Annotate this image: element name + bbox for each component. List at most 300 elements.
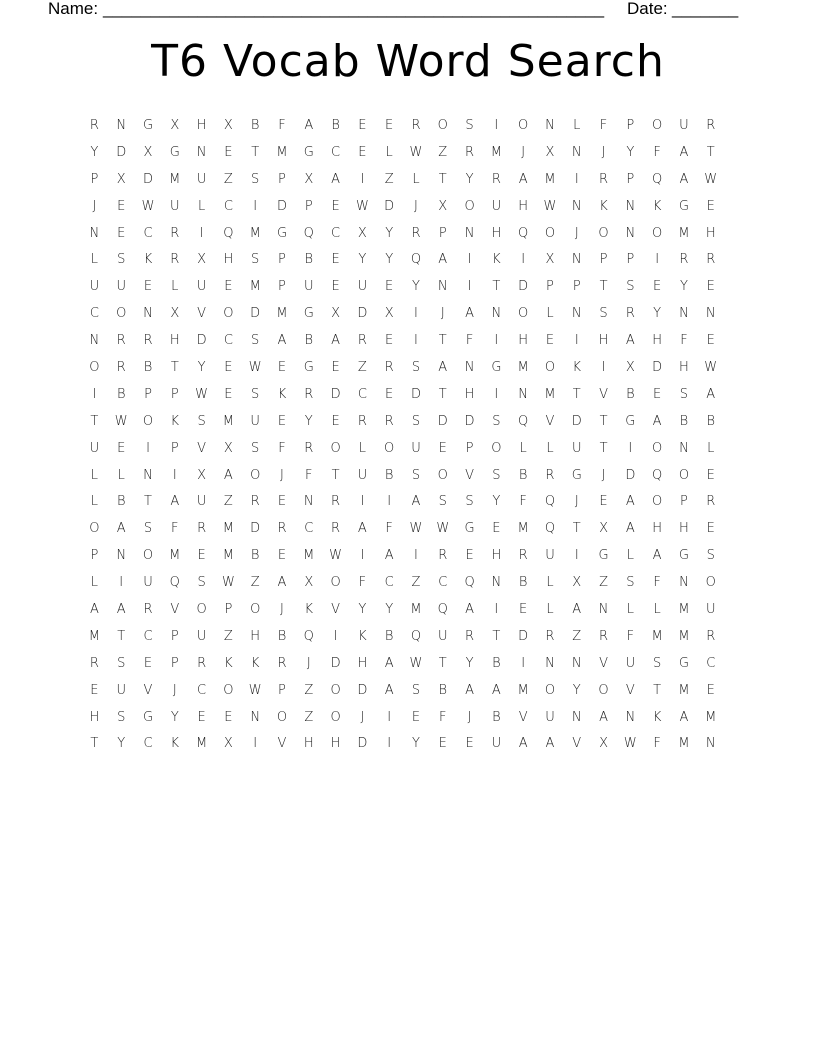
grid-letter: U xyxy=(705,601,716,617)
grid-letter: R xyxy=(599,628,609,644)
grid-letter: O xyxy=(330,575,341,591)
grid-letter: D xyxy=(142,171,153,187)
grid-letter: N xyxy=(545,117,555,133)
grid-letter: F xyxy=(358,575,367,591)
grid-letter: I xyxy=(414,306,418,322)
grid-letter: A xyxy=(384,655,394,671)
grid-letter: K xyxy=(599,198,608,214)
grid-letter: J xyxy=(306,655,311,671)
grid-letter: Q xyxy=(410,252,422,268)
grid-letter: R xyxy=(170,225,180,241)
grid-letter: C xyxy=(143,225,153,241)
grid-letter: R xyxy=(384,359,394,375)
grid-letter: Y xyxy=(170,709,179,725)
grid-letter: E xyxy=(385,386,394,402)
grid-letter: X xyxy=(357,225,367,241)
grid-letter: A xyxy=(384,548,394,564)
grid-letter: T xyxy=(438,333,447,349)
grid-letter: Y xyxy=(197,359,206,375)
grid-letter: P xyxy=(278,279,286,295)
grid-letter: P xyxy=(680,494,688,510)
grid-letter: R xyxy=(625,306,635,322)
grid-letter: W xyxy=(195,386,209,402)
grid-letter: A xyxy=(277,575,287,591)
grid-letter: N xyxy=(196,144,207,160)
grid-letter: D xyxy=(357,682,368,698)
grid-letter: R xyxy=(143,333,153,349)
grid-letter: Y xyxy=(358,601,367,617)
grid-letter: L xyxy=(573,117,581,133)
grid-letter: F xyxy=(626,628,635,644)
grid-letter: H xyxy=(491,548,502,564)
grid-letter: E xyxy=(653,386,662,402)
grid-letter: E xyxy=(331,279,340,295)
grid-letter: I xyxy=(333,628,338,644)
grid-letter: F xyxy=(171,521,179,537)
grid-letter: U xyxy=(357,467,368,483)
grid-letter: X xyxy=(304,575,314,591)
grid-letter: M xyxy=(222,548,234,564)
grid-letter: A xyxy=(572,601,582,617)
grid-letter: M xyxy=(678,601,690,617)
grid-letter: O xyxy=(250,601,261,617)
grid-letter: D xyxy=(357,736,368,752)
grid-letter: H xyxy=(464,386,475,402)
grid-letter: B xyxy=(492,655,501,671)
grid-letter: V xyxy=(599,655,608,671)
grid-letter: I xyxy=(655,252,660,268)
grid-letter: U xyxy=(196,494,207,510)
grid-letter: A xyxy=(304,117,314,133)
grid-letter: H xyxy=(491,225,502,241)
grid-letter: A xyxy=(545,736,555,752)
grid-letter: Y xyxy=(304,413,313,429)
grid-letter: B xyxy=(384,467,394,483)
grid-letter: P xyxy=(599,252,608,268)
grid-letter: N xyxy=(89,225,100,241)
name-label: Name: xyxy=(48,0,99,18)
grid-letter: A xyxy=(652,413,662,429)
grid-letter: B xyxy=(143,359,153,375)
grid-letter: M xyxy=(678,225,690,241)
grid-letter: F xyxy=(519,494,527,510)
grid-letter: R xyxy=(304,386,314,402)
grid-letter: U xyxy=(170,198,180,214)
grid-letter: E xyxy=(331,198,340,214)
grid-letter: R xyxy=(116,359,126,375)
word-search-grid xyxy=(81,112,724,757)
grid-letter: O xyxy=(223,306,234,322)
grid-letter: N xyxy=(464,359,475,375)
grid-letter: N xyxy=(571,709,582,725)
grid-letter: G xyxy=(142,117,154,133)
grid-letter: K xyxy=(304,601,314,617)
grid-letter: N xyxy=(571,655,582,671)
grid-letter: I xyxy=(467,252,472,268)
grid-letter: R xyxy=(706,494,716,510)
grid-letter: E xyxy=(599,494,608,510)
grid-letter: A xyxy=(223,467,233,483)
grid-letter: C xyxy=(223,333,233,349)
grid-letter: L xyxy=(626,601,634,617)
grid-letter: E xyxy=(117,225,126,241)
grid-letter: S xyxy=(197,413,206,429)
grid-letter: T xyxy=(438,386,447,402)
grid-letter: L xyxy=(197,198,206,214)
grid-letter: R xyxy=(599,171,609,187)
grid-letter: P xyxy=(170,655,179,671)
grid-letter: A xyxy=(89,601,99,617)
grid-letter: M xyxy=(169,171,181,187)
grid-letter: O xyxy=(330,682,341,698)
grid-letter: R xyxy=(357,413,367,429)
grid-letter: A xyxy=(465,682,474,698)
grid-letter: S xyxy=(251,171,260,187)
grid-letter: V xyxy=(197,440,207,456)
grid-letter: L xyxy=(546,306,554,322)
grid-letter: Y xyxy=(492,494,501,510)
grid-letter: L xyxy=(171,279,179,295)
grid-letter: E xyxy=(492,521,501,537)
grid-letter: D xyxy=(410,386,421,402)
grid-letter: T xyxy=(492,279,501,295)
grid-letter: R xyxy=(250,494,260,510)
grid-letter: H xyxy=(196,117,207,133)
grid-letter: E xyxy=(706,682,715,698)
grid-letter: D xyxy=(116,144,127,160)
grid-letter: O xyxy=(491,440,502,456)
grid-letter: X xyxy=(116,171,126,187)
grid-letter: G xyxy=(303,144,314,160)
grid-letter: I xyxy=(574,171,579,187)
grid-letter: Z xyxy=(384,171,394,187)
grid-letter: G xyxy=(169,144,180,160)
grid-letter: A xyxy=(384,682,394,698)
grid-letter: L xyxy=(707,440,715,456)
grid-letter: T xyxy=(117,628,126,644)
grid-letter: D xyxy=(571,413,582,429)
grid-letter: I xyxy=(146,440,150,456)
grid-letter: R xyxy=(357,333,367,349)
grid-letter: A xyxy=(116,601,126,617)
grid-letter: Y xyxy=(411,736,420,752)
grid-letter: X xyxy=(331,306,341,322)
grid-letter: T xyxy=(170,359,179,375)
grid-letter: J xyxy=(360,709,365,725)
grid-letter: E xyxy=(519,601,528,617)
grid-letter: C xyxy=(357,386,367,402)
grid-letter: R xyxy=(679,252,689,268)
grid-letter: G xyxy=(491,359,502,375)
grid-letter: B xyxy=(492,709,501,725)
grid-letter: P xyxy=(144,386,152,402)
grid-letter: E xyxy=(438,440,447,456)
grid-letter: G xyxy=(678,198,689,214)
grid-letter: V xyxy=(197,306,207,322)
grid-letter: K xyxy=(224,655,233,671)
grid-letter: Q xyxy=(518,413,529,429)
grid-letter: V xyxy=(170,601,180,617)
grid-letter: O xyxy=(116,306,127,322)
grid-letter: T xyxy=(572,386,581,402)
grid-letter: H xyxy=(518,198,529,214)
grid-letter: I xyxy=(574,333,579,349)
grid-letter: O xyxy=(518,117,529,133)
grid-letter: U xyxy=(491,736,502,752)
grid-letter: E xyxy=(465,548,474,564)
grid-letter: R xyxy=(706,117,716,133)
grid-letter: R xyxy=(465,628,475,644)
grid-letter: S xyxy=(197,575,206,591)
grid-letter: W xyxy=(114,413,128,429)
grid-letter: I xyxy=(119,575,124,591)
grid-letter: F xyxy=(653,144,661,160)
grid-letter: M xyxy=(678,736,690,752)
grid-letter: N xyxy=(598,601,609,617)
grid-letter: M xyxy=(678,682,690,698)
grid-letter: D xyxy=(276,198,287,214)
grid-letter: B xyxy=(518,467,528,483)
grid-letter: G xyxy=(678,655,689,671)
grid-letter: T xyxy=(90,736,99,752)
grid-letter: I xyxy=(601,359,606,375)
grid-letter: L xyxy=(546,440,554,456)
grid-letter: P xyxy=(626,252,635,268)
grid-letter: O xyxy=(437,467,448,483)
grid-letter: K xyxy=(572,359,581,375)
grid-letter: M xyxy=(410,601,422,617)
grid-letter: Z xyxy=(438,144,448,160)
grid-letter: O xyxy=(598,682,609,698)
grid-letter: A xyxy=(599,709,608,725)
grid-letter: O xyxy=(544,225,556,241)
grid-letter: N xyxy=(545,655,555,671)
grid-letter: P xyxy=(278,171,286,187)
grid-letter: O xyxy=(652,225,663,241)
grid-letter: T xyxy=(599,279,608,295)
grid-letter: N xyxy=(116,548,127,564)
grid-letter: J xyxy=(280,601,284,617)
grid-letter: W xyxy=(409,144,423,160)
grid-letter: K xyxy=(277,386,287,402)
grid-letter: N xyxy=(464,225,475,241)
grid-letter: L xyxy=(546,601,554,617)
grid-letter: A xyxy=(438,359,448,375)
grid-letter: W xyxy=(248,682,262,698)
grid-letter: O xyxy=(437,117,448,133)
grid-letter: Q xyxy=(544,521,556,537)
grid-letter: K xyxy=(492,252,501,268)
grid-letter: U xyxy=(116,682,126,698)
grid-letter: O xyxy=(544,682,556,698)
grid-letter: X xyxy=(438,198,448,214)
grid-letter: Q xyxy=(169,575,180,591)
grid-letter: E xyxy=(197,709,206,725)
grid-letter: D xyxy=(384,198,395,214)
grid-letter: I xyxy=(199,225,204,241)
grid-letter: E xyxy=(117,198,126,214)
grid-letter: B xyxy=(250,548,260,564)
grid-letter: E xyxy=(224,279,233,295)
grid-letter: T xyxy=(706,144,715,160)
grid-letter: R xyxy=(706,628,716,644)
grid-letter: Z xyxy=(304,682,314,698)
grid-letter: V xyxy=(572,736,582,752)
grid-letter: H xyxy=(89,709,100,725)
grid-letter: P xyxy=(572,279,581,295)
grid-letter: E xyxy=(277,359,287,375)
grid-letter: J xyxy=(92,198,97,214)
grid-letter: S xyxy=(706,548,715,564)
grid-letter: G xyxy=(464,521,475,537)
grid-letter: Z xyxy=(223,494,233,510)
grid-letter: I xyxy=(387,494,392,510)
grid-letter: T xyxy=(599,440,608,456)
grid-letter: O xyxy=(250,467,261,483)
grid-letter: N xyxy=(679,306,689,322)
grid-letter: N xyxy=(518,386,529,402)
grid-letter: L xyxy=(90,494,99,510)
grid-letter: K xyxy=(170,736,180,752)
grid-letter: T xyxy=(572,521,581,537)
grid-letter: B xyxy=(331,117,340,133)
grid-letter: E xyxy=(706,521,715,537)
grid-letter: Z xyxy=(411,575,421,591)
grid-letter: E xyxy=(706,467,715,483)
grid-letter: E xyxy=(331,359,340,375)
grid-letter: B xyxy=(626,386,635,402)
grid-letter: V xyxy=(518,709,528,725)
grid-letter: R xyxy=(277,521,287,537)
grid-letter: B xyxy=(116,494,126,510)
grid-letter: N xyxy=(116,117,127,133)
grid-letter: I xyxy=(253,198,258,214)
grid-letter: X xyxy=(223,736,233,752)
grid-letter: P xyxy=(170,440,179,456)
grid-letter: H xyxy=(705,225,716,241)
grid-letter: Y xyxy=(90,144,99,160)
grid-letter: J xyxy=(601,144,606,160)
grid-letter: U xyxy=(196,279,207,295)
grid-letter: L xyxy=(90,467,99,483)
grid-letter: M xyxy=(88,628,100,644)
grid-letter: Y xyxy=(385,601,394,617)
grid-letter: T xyxy=(599,413,608,429)
grid-letter: E xyxy=(385,333,394,349)
grid-letter: A xyxy=(679,144,689,160)
grid-letter: L xyxy=(412,171,420,187)
grid-letter: R xyxy=(545,628,555,644)
grid-letter: O xyxy=(652,117,663,133)
grid-letter: N xyxy=(491,306,502,322)
grid-letter: W xyxy=(704,171,718,187)
grid-letter: A xyxy=(465,601,474,617)
grid-letter: O xyxy=(223,682,234,698)
grid-letter: E xyxy=(706,198,715,214)
grid-letter: E xyxy=(90,682,99,698)
grid-letter: I xyxy=(360,494,365,510)
grid-letter: N xyxy=(705,736,716,752)
grid-letter: D xyxy=(330,655,341,671)
grid-letter: C xyxy=(143,736,153,752)
grid-letter: X xyxy=(223,440,233,456)
grid-letter: A xyxy=(679,171,689,187)
grid-letter: G xyxy=(303,359,314,375)
grid-letter: J xyxy=(280,467,284,483)
grid-letter: J xyxy=(440,306,445,322)
grid-letter: R xyxy=(197,655,207,671)
grid-letter: Q xyxy=(544,494,556,510)
grid-letter: T xyxy=(492,628,501,644)
grid-letter: U xyxy=(491,198,502,214)
grid-letter: B xyxy=(679,413,689,429)
grid-letter: N xyxy=(571,252,582,268)
grid-letter: E xyxy=(224,144,233,160)
grid-letter: R xyxy=(411,225,421,241)
grid-letter: E xyxy=(277,494,287,510)
grid-letter: O xyxy=(518,306,529,322)
grid-letter: L xyxy=(117,467,125,483)
grid-letter: Q xyxy=(223,225,234,241)
grid-letter: D xyxy=(357,306,368,322)
grid-letter: A xyxy=(116,521,126,537)
grid-letter: N xyxy=(143,467,153,483)
grid-letter: I xyxy=(360,171,365,187)
grid-letter: M xyxy=(249,279,261,295)
grid-letter: E xyxy=(465,736,474,752)
grid-letter: F xyxy=(278,440,286,456)
grid-letter: N xyxy=(679,440,689,456)
grid-letter: J xyxy=(574,494,579,510)
grid-letter: X xyxy=(197,252,207,268)
grid-letter: P xyxy=(304,198,313,214)
grid-letter: D xyxy=(196,333,207,349)
grid-letter: C xyxy=(706,655,716,671)
grid-letter: Z xyxy=(304,709,314,725)
grid-letter: N xyxy=(679,575,689,591)
grid-letter: S xyxy=(251,252,260,268)
grid-letter: R xyxy=(197,521,207,537)
grid-letter: R xyxy=(143,601,153,617)
grid-letter: S xyxy=(465,117,474,133)
grid-letter: S xyxy=(626,575,635,591)
grid-letter: O xyxy=(705,575,716,591)
grid-letter: T xyxy=(438,171,447,187)
grid-letter: N xyxy=(143,306,153,322)
grid-letter: I xyxy=(494,333,499,349)
grid-letter: J xyxy=(414,198,418,214)
grid-letter: Q xyxy=(437,601,448,617)
grid-letter: T xyxy=(438,655,447,671)
grid-letter: B xyxy=(250,117,260,133)
grid-letter: S xyxy=(117,252,126,268)
grid-letter: N xyxy=(705,306,716,322)
date-label: Date: xyxy=(627,0,668,18)
grid-letter: C xyxy=(438,575,448,591)
grid-letter: M xyxy=(517,521,529,537)
grid-letter: X xyxy=(545,144,555,160)
grid-letter: E xyxy=(331,252,340,268)
grid-letter: V xyxy=(465,467,474,483)
grid-letter: Y xyxy=(411,279,420,295)
grid-letter: U xyxy=(545,548,555,564)
grid-letter: J xyxy=(601,467,606,483)
grid-letter: R xyxy=(518,548,528,564)
grid-letter: H xyxy=(652,333,663,349)
grid-letter: J xyxy=(521,144,526,160)
grid-letter: N xyxy=(571,306,582,322)
grid-letter: A xyxy=(706,386,716,402)
